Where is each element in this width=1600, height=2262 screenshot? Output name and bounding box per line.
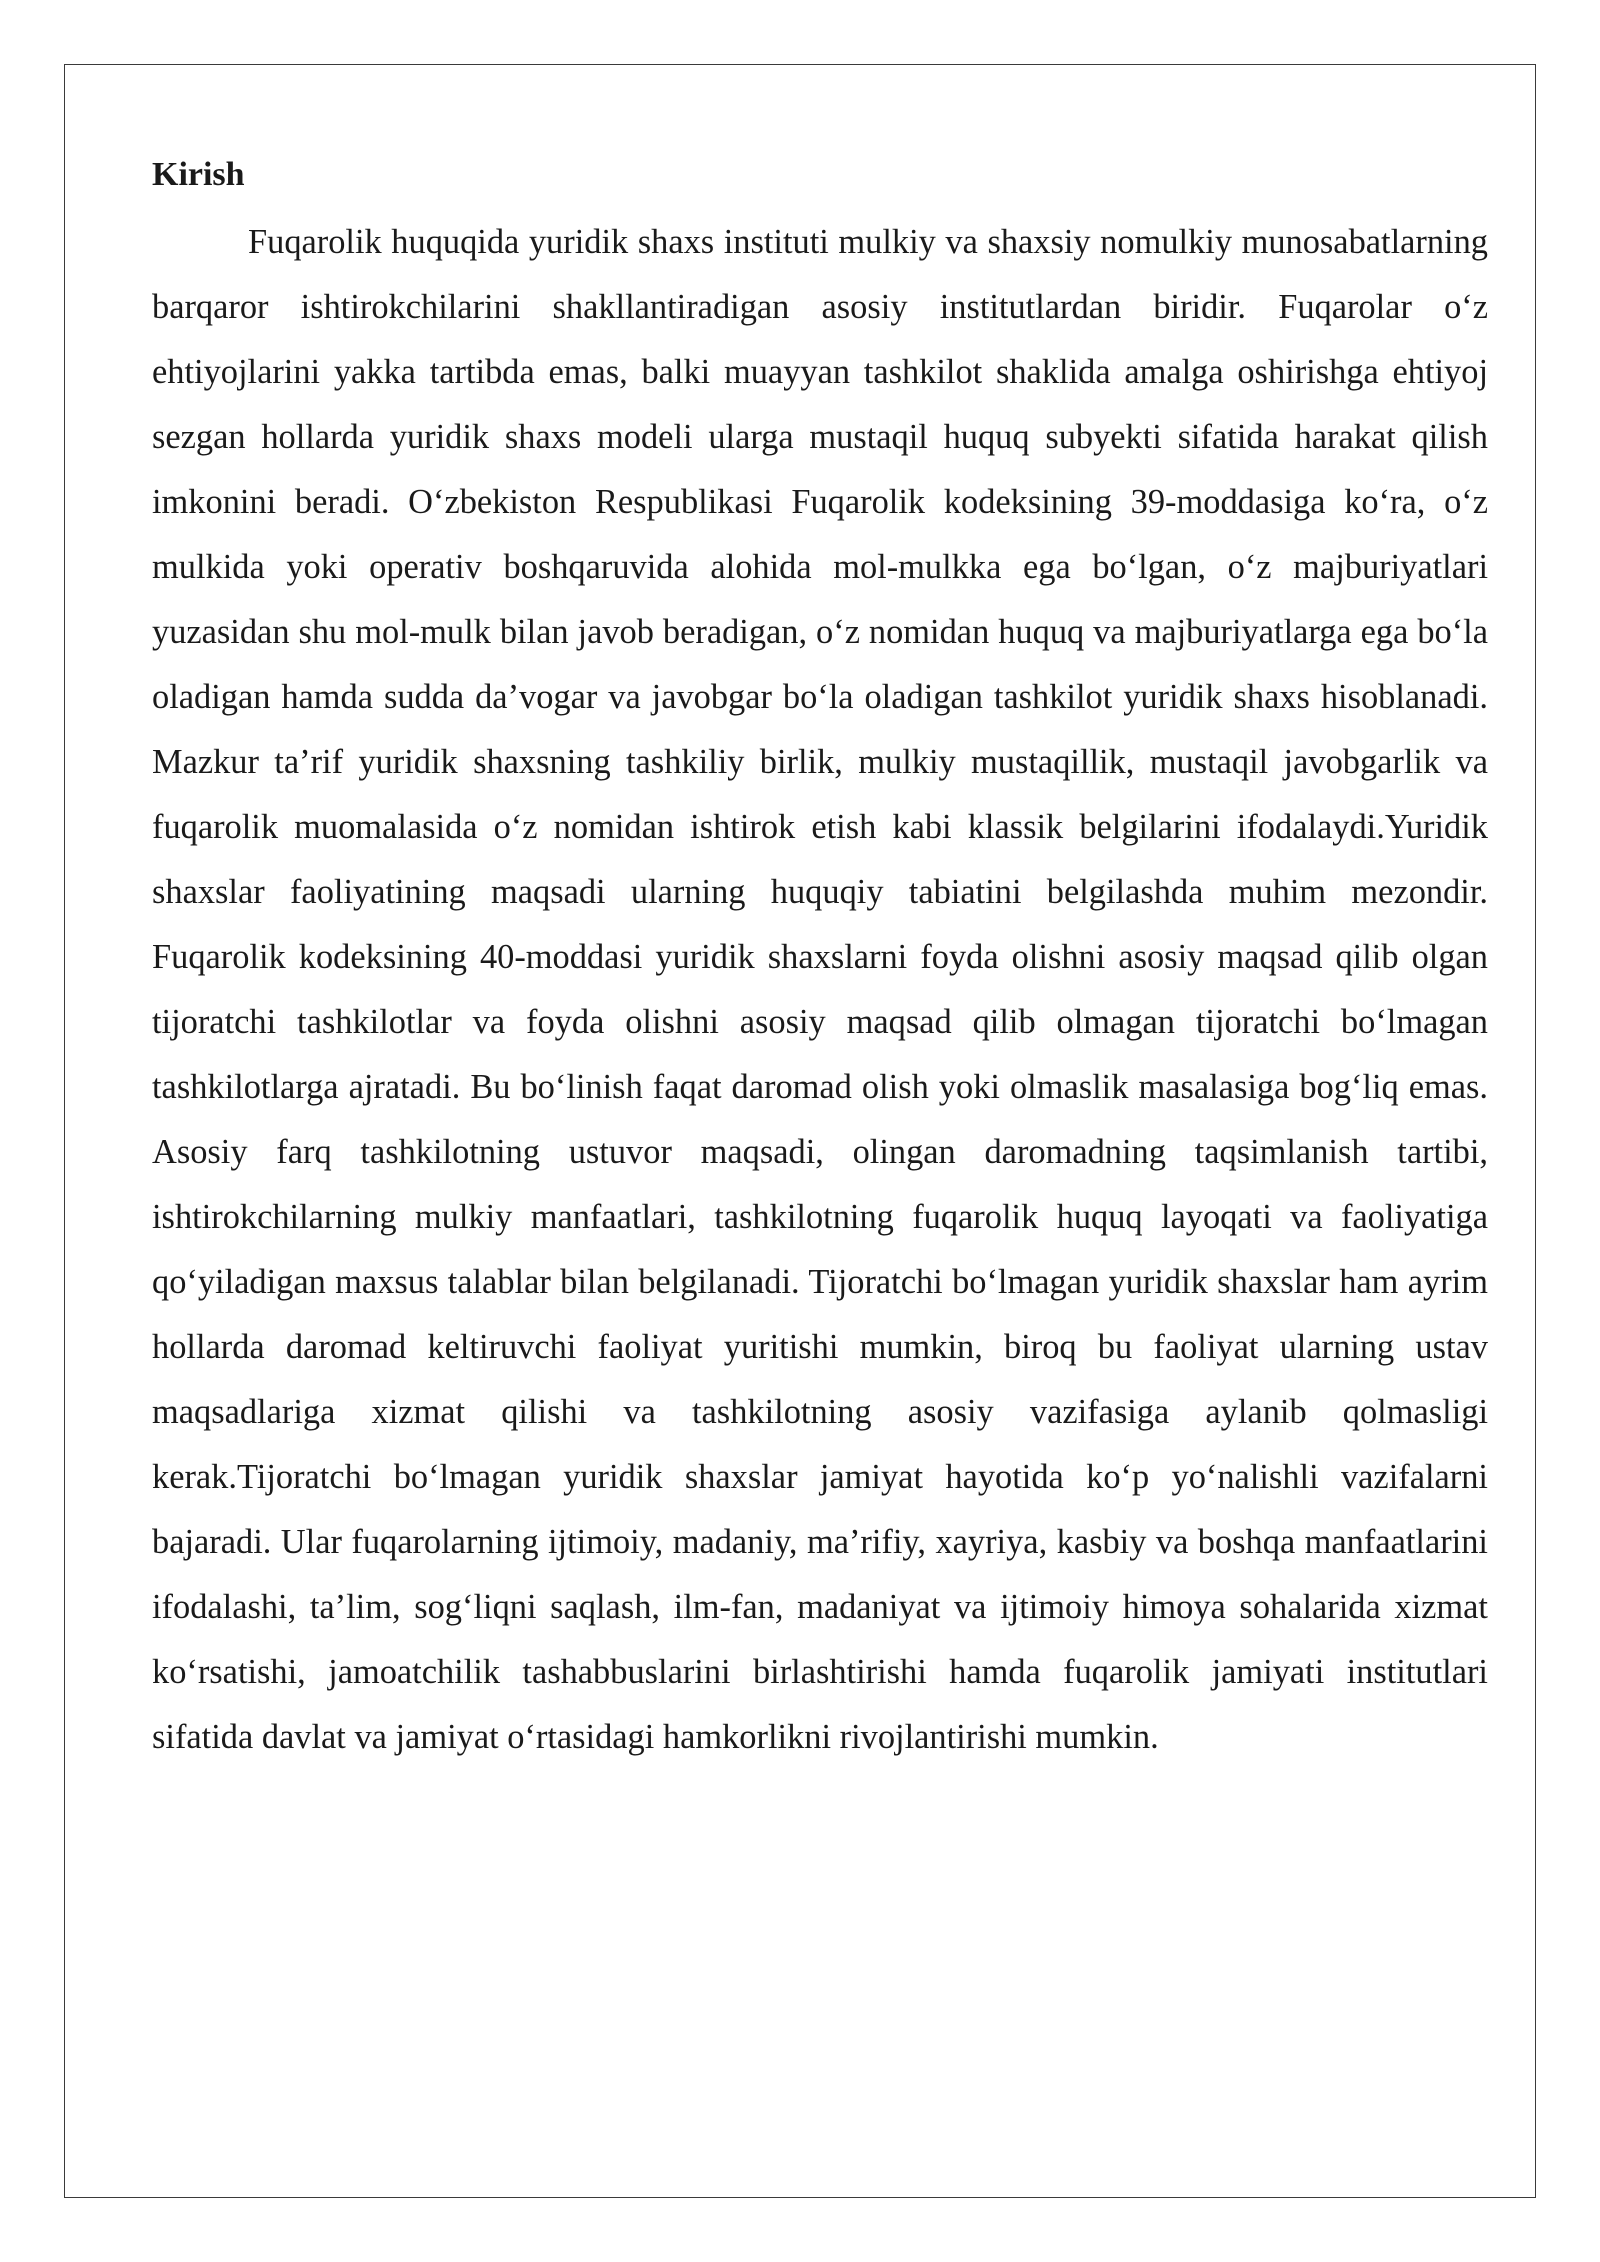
document-body <box>152 148 1488 1770</box>
body-paragraph: Fuqarolik huquqida yuridik shaxs instituti mulkiy va shaxsiy nomulkiy munosabatlarning barqaror ishtirokchilarini shakllantiradigan asosiy institutlardan biridir. Fuqarolar oʻz ehtiyojlarini yakka tartibda emas, balki muayyan tashkilot shaklida amalga oshirishga ehtiyoj sezgan hollarda yuridik shaxs modeli ularga mustaqil huquq subyekti sifatida harakat qilish imkonini beradi. Oʻzbekiston Respublikasi Fuqarolik kodeksining 39-moddasiga koʻra, oʻz mulkida yoki operativ boshqaruvida alohida mol-mulkka ega boʻlgan, oʻz majburiyatlari yuzasidan shu mol-mulk bilan javob beradigan, oʻz nomidan huquq va majburiyatlarga ega boʻla oladigan hamda sudda da’vogar va javobgar boʻla oladigan tashkilot yuridik shaxs hisoblanadi. Mazkur ta’rif yuridik shaxsning tashkiliy birlik, mulkiy mustaqillik, mustaqil javobgarlik va fuqarolik muomalasida oʻz nomidan ishtirok etish kabi klassik belgilarini ifodalaydi.Yuridik shaxslar faoliyatining maqsadi ularning huquqiy tabiatini belgilashda muhim mezondir. Fuqarolik kodeksining 40-moddasi yuridik shaxslarni foyda olishni asosiy maqsad qilib olgan tijoratchi tashkilotlar va foyda olishni asosiy maqsad qilib olmagan tijoratchi boʻlmagan tashkilotlarga ajratadi. Bu boʻlinish faqat daromad olish yoki olmaslik masalasiga bogʻliq emas. Asosiy farq tashkilotning ustuvor maqsadi, olingan daromadning taqsimlanish tartibi, ishtirokchilarning mulkiy manfaatlari, tashkilotning fuqarolik huquq layoqati va faoliyatiga qoʻyiladigan maxsus talablar bilan belgilanadi. Tijoratchi boʻlmagan yuridik shaxslar ham ayrim hollarda daromad keltiruvchi faoliyat yuritishi mumkin, biroq bu faoliyat ularning ustav maqsadlariga xizmat qilishi va tashkilotning asosiy vazifasiga aylanib qolmasligi kerak.Tijoratchi boʻlmagan yuridik shaxslar jamiyat hayotida koʻp yoʻnalishli vazifalarni bajaradi. Ular fuqarolarning ijtimoiy, madaniy, ma’rifiy, xayriya, kasbiy va boshqa manfaatlarini ifodalashi, ta’lim, sogʻliqni saqlash, ilm-fan, madaniyat va ijtimoiy himoya sohalarida xizmat koʻrsatishi, jamoatchilik tashabbuslarini birlashtirishi hamda fuqarolik jamiyati institutlari sifatida davlat va jamiyat oʻrtasidagi hamkorlikni rivojlantirishi mumkin. <box>152 223 1488 1756</box>
section-heading: Kirish <box>152 156 245 193</box>
